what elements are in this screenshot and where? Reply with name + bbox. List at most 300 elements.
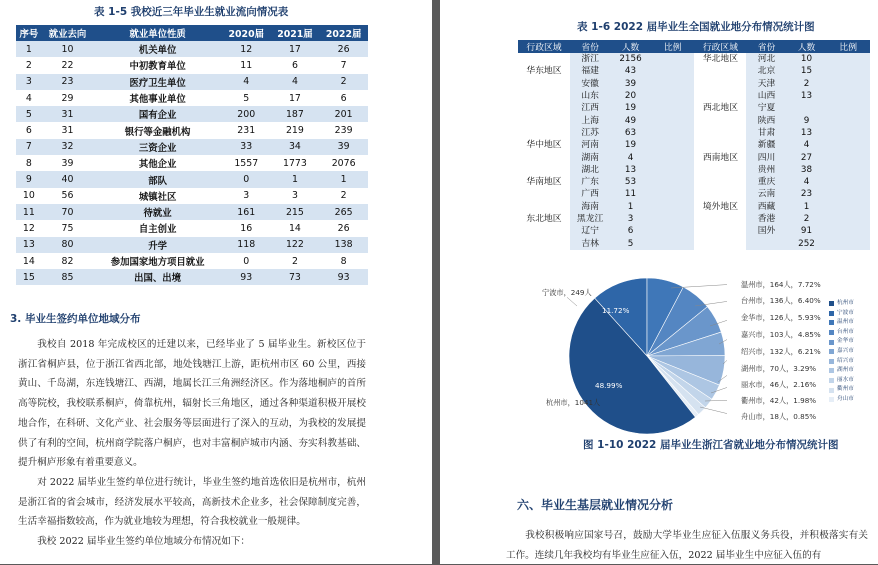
table-cell: 云南 — [746, 188, 786, 200]
legend-item — [829, 318, 854, 328]
table-cell: 23 — [42, 74, 93, 90]
legend-swatch — [829, 388, 834, 393]
pie-label-ningbo: 宁波市，249人 — [542, 288, 592, 297]
table-cell: 13 — [610, 164, 651, 176]
table-cell: 16 — [222, 220, 271, 236]
table-cell — [518, 201, 570, 213]
table-cell: 27 — [787, 151, 827, 163]
table-cell: 三资企业 — [93, 139, 222, 155]
pie-label-huzhou: 湖州市，70人，3.29% — [741, 364, 817, 373]
table-cell: 参加国家地方项目就业 — [93, 253, 222, 269]
header-cell: 比例 — [651, 40, 695, 53]
table-cell: 22 — [42, 57, 93, 73]
table-cell: 湖北 — [570, 164, 610, 176]
table-row — [518, 53, 870, 65]
table-cell: 西藏 — [746, 201, 786, 213]
header-cell: 2020届 — [222, 25, 271, 41]
table-cell: 93 — [222, 269, 271, 285]
table-cell: 1 — [16, 41, 42, 57]
table-cell: 甘肃 — [746, 127, 786, 139]
table-cell: 其他企业 — [93, 155, 222, 171]
table-cell: 中初教育单位 — [93, 57, 222, 73]
table-cell — [826, 102, 870, 114]
pie-pct-hangzhou: 48.99% — [595, 381, 623, 390]
table-cell: 13 — [787, 127, 827, 139]
table-cell: 5 — [16, 106, 42, 122]
table-cell: 辽宁 — [570, 225, 610, 237]
table-cell: 江西 — [570, 102, 610, 114]
table-cell — [651, 201, 695, 213]
table-cell — [651, 78, 695, 90]
header-cell: 就业单位性质 — [93, 25, 222, 41]
table-cell: 银行等金融机构 — [93, 122, 222, 138]
table-cell: 187 — [271, 106, 320, 122]
table-cell: 13 — [16, 237, 42, 253]
table-cell: 2 — [319, 188, 368, 204]
table-cell: 宁夏 — [746, 102, 786, 114]
table-cell: 吉林 — [570, 237, 610, 249]
table-cell: 2076 — [319, 155, 368, 171]
table-row — [518, 78, 870, 90]
pie-pct-ningbo: 11.72% — [602, 306, 630, 315]
table-cell — [518, 53, 570, 65]
table-row — [16, 220, 368, 236]
table-cell — [826, 65, 870, 77]
table-cell: 10 — [42, 41, 93, 57]
table-cell: 华北地区 — [694, 53, 746, 65]
table-row — [16, 237, 368, 253]
table-cell: 境外地区 — [694, 201, 746, 213]
table-cell: 0 — [222, 253, 271, 269]
table-cell: 75 — [42, 220, 93, 236]
table-row — [16, 41, 368, 57]
table-cell: 6 — [610, 225, 651, 237]
table-cell: 215 — [271, 204, 320, 220]
table-cell: 上海 — [570, 114, 610, 126]
zhejiang-pie-chart — [567, 276, 727, 436]
table-row — [16, 106, 368, 122]
table-cell: 56 — [42, 188, 93, 204]
legend-label: 丽水市 — [837, 376, 854, 383]
table-row — [16, 90, 368, 106]
table-cell: 升学 — [93, 237, 222, 253]
table-cell: 国有企业 — [93, 106, 222, 122]
table-cell: 西南地区 — [694, 151, 746, 163]
table-cell — [694, 176, 746, 188]
table-cell: 贵州 — [746, 164, 786, 176]
table-cell — [694, 213, 746, 225]
table-cell: 26 — [319, 220, 368, 236]
table-cell — [826, 201, 870, 213]
table-cell: 3 — [222, 188, 271, 204]
table-row — [518, 237, 870, 249]
table-cell: 26 — [319, 41, 368, 57]
table-cell — [518, 237, 570, 249]
table-cell: 85 — [42, 269, 93, 285]
table-cell: 机关单位 — [93, 41, 222, 57]
table-cell: 39 — [610, 78, 651, 90]
table-cell: 出国、出境 — [93, 269, 222, 285]
table-cell — [826, 78, 870, 90]
table-cell — [694, 90, 746, 102]
table-row — [518, 90, 870, 102]
legend-item — [829, 385, 854, 395]
legend-swatch — [829, 368, 834, 373]
table-cell: 7 — [319, 57, 368, 73]
table-row — [518, 213, 870, 225]
table-row — [16, 155, 368, 171]
table-cell — [518, 90, 570, 102]
table-cell — [518, 225, 570, 237]
table-cell: 山西 — [746, 90, 786, 102]
legend-swatch — [829, 397, 834, 402]
table-cell: 6 — [319, 90, 368, 106]
employment-destination-table — [16, 25, 368, 285]
table-cell: 华南地区 — [518, 176, 570, 188]
table-cell: 4 — [787, 176, 827, 188]
table-row — [518, 114, 870, 126]
table-cell: 252 — [787, 237, 827, 249]
table-cell: 5 — [610, 237, 651, 249]
table-cell: 医疗卫生单位 — [93, 74, 222, 90]
table-cell: 32 — [42, 139, 93, 155]
table-cell: 9 — [787, 114, 827, 126]
legend-swatch — [829, 359, 834, 364]
table-row — [518, 139, 870, 151]
table-cell — [518, 114, 570, 126]
table-row — [518, 225, 870, 237]
legend-item — [829, 299, 854, 309]
table-cell: 3 — [271, 188, 320, 204]
table-cell: 63 — [610, 127, 651, 139]
table-cell: 1 — [610, 201, 651, 213]
table-cell: 4 — [16, 90, 42, 106]
table-row — [16, 269, 368, 285]
table-cell: 39 — [42, 155, 93, 171]
table-cell: 3 — [610, 213, 651, 225]
table-row — [16, 253, 368, 269]
table-cell: 38 — [787, 164, 827, 176]
legend-label: 杭州市 — [837, 300, 854, 306]
table-cell — [826, 90, 870, 102]
legend-label: 舟山市 — [837, 395, 854, 402]
table-header-row — [518, 40, 870, 53]
header-cell: 序号 — [16, 25, 42, 41]
table-cell: 265 — [319, 204, 368, 220]
table-cell: 17 — [271, 41, 320, 57]
table-cell: 82 — [42, 253, 93, 269]
table-cell — [694, 127, 746, 139]
header-cell: 人数 — [787, 40, 827, 53]
header-cell: 省份 — [746, 40, 786, 53]
table-cell: 31 — [42, 122, 93, 138]
table-1-5-title: 表 1-5 我校近三年毕业生就业流向情况表 — [94, 6, 289, 18]
paragraph-campus: 我校自 2018 年完成校区的迁建以来，已经毕业了 5 届毕业生。新校区位于浙江省桐庐县，位于浙江省西北部，地处钱塘江上游，距杭州市区 60 公里，西接黄山、千岛湖，东连钱塘江、西湖，地属长江三角洲经济区。作为落地桐庐的首所高等院校，我校联系桐庐，倚靠杭州，辐射长三角地区，通过各种渠道积极开展校地合作，在科研、文化产业、社会服务等层面进行了深入的互动，为我校的发展提供了有利的空间，杭州商学院落户桐庐，也对丰富桐庐城市内涵、夯实科教基础、提升桐庐形象有着重要意义。 — [18, 339, 366, 469]
table-row — [518, 65, 870, 77]
pie-label-hangzhou: 杭州市，1041人 — [546, 398, 601, 407]
table-cell — [518, 127, 570, 139]
table-cell — [694, 164, 746, 176]
table-cell: 天津 — [746, 78, 786, 90]
table-cell — [826, 164, 870, 176]
header-cell: 人数 — [610, 40, 651, 53]
table-cell: 14 — [16, 253, 42, 269]
legend-label: 湖州市 — [837, 367, 854, 374]
table-cell — [651, 139, 695, 151]
table-cell: 自主创业 — [93, 220, 222, 236]
table-cell: 200 — [222, 106, 271, 122]
legend-item — [829, 366, 854, 376]
table-cell: 93 — [319, 269, 368, 285]
table-cell: 1 — [271, 171, 320, 187]
table-cell — [518, 78, 570, 90]
table-cell — [694, 225, 746, 237]
pie-label-jiaxing: 嘉兴市，103人，4.85% — [741, 330, 821, 339]
table-cell — [651, 53, 695, 65]
table-cell: 12 — [222, 41, 271, 57]
table-row — [518, 164, 870, 176]
table-cell: 161 — [222, 204, 271, 220]
table-cell: 31 — [42, 106, 93, 122]
table-cell: 3 — [16, 74, 42, 90]
legend-label: 温州市 — [837, 319, 854, 326]
table-cell: 12 — [16, 220, 42, 236]
table-cell — [651, 127, 695, 139]
pie-label-jinhua: 金华市，126人，5.93% — [741, 313, 821, 322]
table-row — [518, 201, 870, 213]
table-cell: 11 — [610, 188, 651, 200]
table-cell: 6 — [271, 57, 320, 73]
table-cell — [826, 151, 870, 163]
table-cell: 231 — [222, 122, 271, 138]
table-cell: 1 — [787, 201, 827, 213]
header-cell: 比例 — [826, 40, 870, 53]
table-cell: 9 — [16, 171, 42, 187]
table-cell: 33 — [222, 139, 271, 155]
table-cell: 201 — [319, 106, 368, 122]
table-cell: 91 — [787, 225, 827, 237]
table-cell: 重庆 — [746, 176, 786, 188]
section-3-title: 3. 毕业生签约单位地域分布 — [10, 313, 141, 325]
table-cell — [826, 237, 870, 249]
table-cell: 70 — [42, 204, 93, 220]
legend-label: 嘉兴市 — [837, 347, 854, 354]
table-cell: 其他事业单位 — [93, 90, 222, 106]
table-cell: 73 — [271, 269, 320, 285]
table-cell: 华东地区 — [518, 65, 570, 77]
legend-swatch — [829, 340, 834, 345]
table-cell — [694, 65, 746, 77]
legend-item — [829, 376, 854, 386]
table-cell: 4 — [610, 151, 651, 163]
pie-label-shaoxing: 绍兴市，132人，6.21% — [741, 347, 821, 356]
table-cell: 17 — [271, 90, 320, 106]
header-cell: 2021届 — [271, 25, 320, 41]
table-cell: 8 — [319, 253, 368, 269]
header-cell: 2022届 — [319, 25, 368, 41]
table-cell: 广西 — [570, 188, 610, 200]
table-cell: 10 — [787, 53, 827, 65]
table-cell: 陕西 — [746, 114, 786, 126]
header-cell: 行政区域 — [518, 40, 570, 53]
table-cell — [651, 164, 695, 176]
table-cell: 219 — [271, 122, 320, 138]
table-row — [16, 74, 368, 90]
table-cell: 39 — [319, 139, 368, 155]
table-cell: 8 — [16, 155, 42, 171]
table-cell: 138 — [319, 237, 368, 253]
legend-swatch — [829, 330, 834, 335]
table-cell — [826, 53, 870, 65]
pie-label-zhoushan: 舟山市，18人，0.85% — [741, 412, 817, 421]
table-row — [16, 171, 368, 187]
table-cell — [826, 127, 870, 139]
table-cell: 香港 — [746, 213, 786, 225]
table-cell: 河北 — [746, 53, 786, 65]
table-cell — [651, 176, 695, 188]
pie-label-taizhou: 台州市，136人，6.40% — [741, 296, 821, 305]
table-cell: 新疆 — [746, 139, 786, 151]
table-row — [518, 127, 870, 139]
table-cell: 239 — [319, 122, 368, 138]
table-cell — [651, 151, 695, 163]
table-cell — [826, 225, 870, 237]
table-cell: 国外 — [746, 225, 786, 237]
table-cell: 北京 — [746, 65, 786, 77]
table-cell: 待就业 — [93, 204, 222, 220]
table-cell — [651, 90, 695, 102]
table-cell: 13 — [787, 90, 827, 102]
table-cell — [518, 102, 570, 114]
table-cell — [651, 213, 695, 225]
table-cell — [826, 188, 870, 200]
table-cell: 广东 — [570, 176, 610, 188]
table-cell: 部队 — [93, 171, 222, 187]
paragraph-distribution-intro: 我校 2022 届毕业生签约单位地域分布情况如下： — [37, 536, 250, 547]
table-cell: 34 — [271, 139, 320, 155]
table-cell — [651, 237, 695, 249]
table-cell — [826, 114, 870, 126]
table-cell: 1 — [319, 171, 368, 187]
table-cell: 1773 — [271, 155, 320, 171]
table-cell: 西北地区 — [694, 102, 746, 114]
table-cell: 2 — [271, 253, 320, 269]
table-cell — [694, 114, 746, 126]
table-cell: 海南 — [570, 201, 610, 213]
table-cell: 4 — [271, 74, 320, 90]
table-cell: 5 — [222, 90, 271, 106]
legend-label: 宁波市 — [837, 309, 854, 316]
table-cell: 80 — [42, 237, 93, 253]
table-cell: 23 — [787, 188, 827, 200]
table-row — [518, 102, 870, 114]
table-cell: 2 — [787, 78, 827, 90]
legend-swatch — [829, 301, 834, 306]
table-cell: 40 — [42, 171, 93, 187]
table-row — [16, 204, 368, 220]
header-cell: 省份 — [570, 40, 610, 53]
table-cell: 19 — [610, 102, 651, 114]
table-cell — [518, 164, 570, 176]
table-cell — [694, 237, 746, 249]
header-cell: 就业去向 — [42, 25, 93, 41]
header-cell: 行政区域 — [694, 40, 746, 53]
table-cell: 11 — [222, 57, 271, 73]
table-cell — [746, 237, 786, 249]
table-row — [16, 122, 368, 138]
table-row — [16, 139, 368, 155]
table-cell: 14 — [271, 220, 320, 236]
table-cell: 河南 — [570, 139, 610, 151]
table-cell: 15 — [16, 269, 42, 285]
table-cell: 10 — [16, 188, 42, 204]
table-header-row — [16, 25, 368, 41]
figure-1-10-caption: 图 1-10 2022 届毕业生浙江省就业地分布情况统计图 — [583, 439, 839, 451]
legend-item — [829, 328, 854, 338]
table-cell — [651, 225, 695, 237]
legend-item — [829, 347, 854, 357]
table-cell: 4 — [222, 74, 271, 90]
table-cell — [694, 78, 746, 90]
table-cell — [787, 102, 827, 114]
table-cell: 东北地区 — [518, 213, 570, 225]
table-row — [16, 188, 368, 204]
legend-item — [829, 309, 854, 319]
table-cell — [651, 102, 695, 114]
table-cell — [826, 213, 870, 225]
table-cell: 山东 — [570, 90, 610, 102]
left-page — [0, 0, 432, 564]
table-cell: 四川 — [746, 151, 786, 163]
paragraph-basic-employment: 我校积极响应国家号召，鼓励大学毕业生应征入伍服义务兵役，并积极落实有关工作。连续几年我校均有毕业生应征入伍，2022 届毕业生中应征入伍的有 — [506, 530, 868, 561]
table-cell: 1557 — [222, 155, 271, 171]
table-cell: 江苏 — [570, 127, 610, 139]
table-cell: 118 — [222, 237, 271, 253]
legend-item — [829, 395, 854, 405]
pie-label-quzhou: 衢州市，42人，1.98% — [741, 396, 817, 405]
legend-swatch — [829, 349, 834, 354]
table-cell: 福建 — [570, 65, 610, 77]
table-row — [518, 188, 870, 200]
table-cell: 浙江 — [570, 53, 610, 65]
table-cell — [518, 188, 570, 200]
pie-legend — [829, 299, 854, 405]
table-cell: 湖南 — [570, 151, 610, 163]
table-cell: 2156 — [610, 53, 651, 65]
table-cell — [826, 139, 870, 151]
table-cell: 2 — [319, 74, 368, 90]
table-cell: 4 — [787, 139, 827, 151]
table-cell: 7 — [16, 139, 42, 155]
table-cell: 20 — [610, 90, 651, 102]
legend-swatch — [829, 320, 834, 325]
table-cell: 华中地区 — [518, 139, 570, 151]
table-cell: 122 — [271, 237, 320, 253]
table-cell — [826, 176, 870, 188]
table-cell: 黑龙江 — [570, 213, 610, 225]
table-row — [518, 176, 870, 188]
table-cell: 城镇社区 — [93, 188, 222, 204]
legend-label: 金华市 — [837, 338, 854, 345]
table-cell — [651, 65, 695, 77]
legend-label: 绍兴市 — [837, 357, 854, 364]
table-cell: 15 — [787, 65, 827, 77]
table-cell: 43 — [610, 65, 651, 77]
table-1-6-title: 表 1-6 2022 届毕业生全国就业地分布情况统计图 — [577, 21, 815, 33]
table-cell: 2 — [16, 57, 42, 73]
table-cell: 29 — [42, 90, 93, 106]
table-cell — [694, 188, 746, 200]
